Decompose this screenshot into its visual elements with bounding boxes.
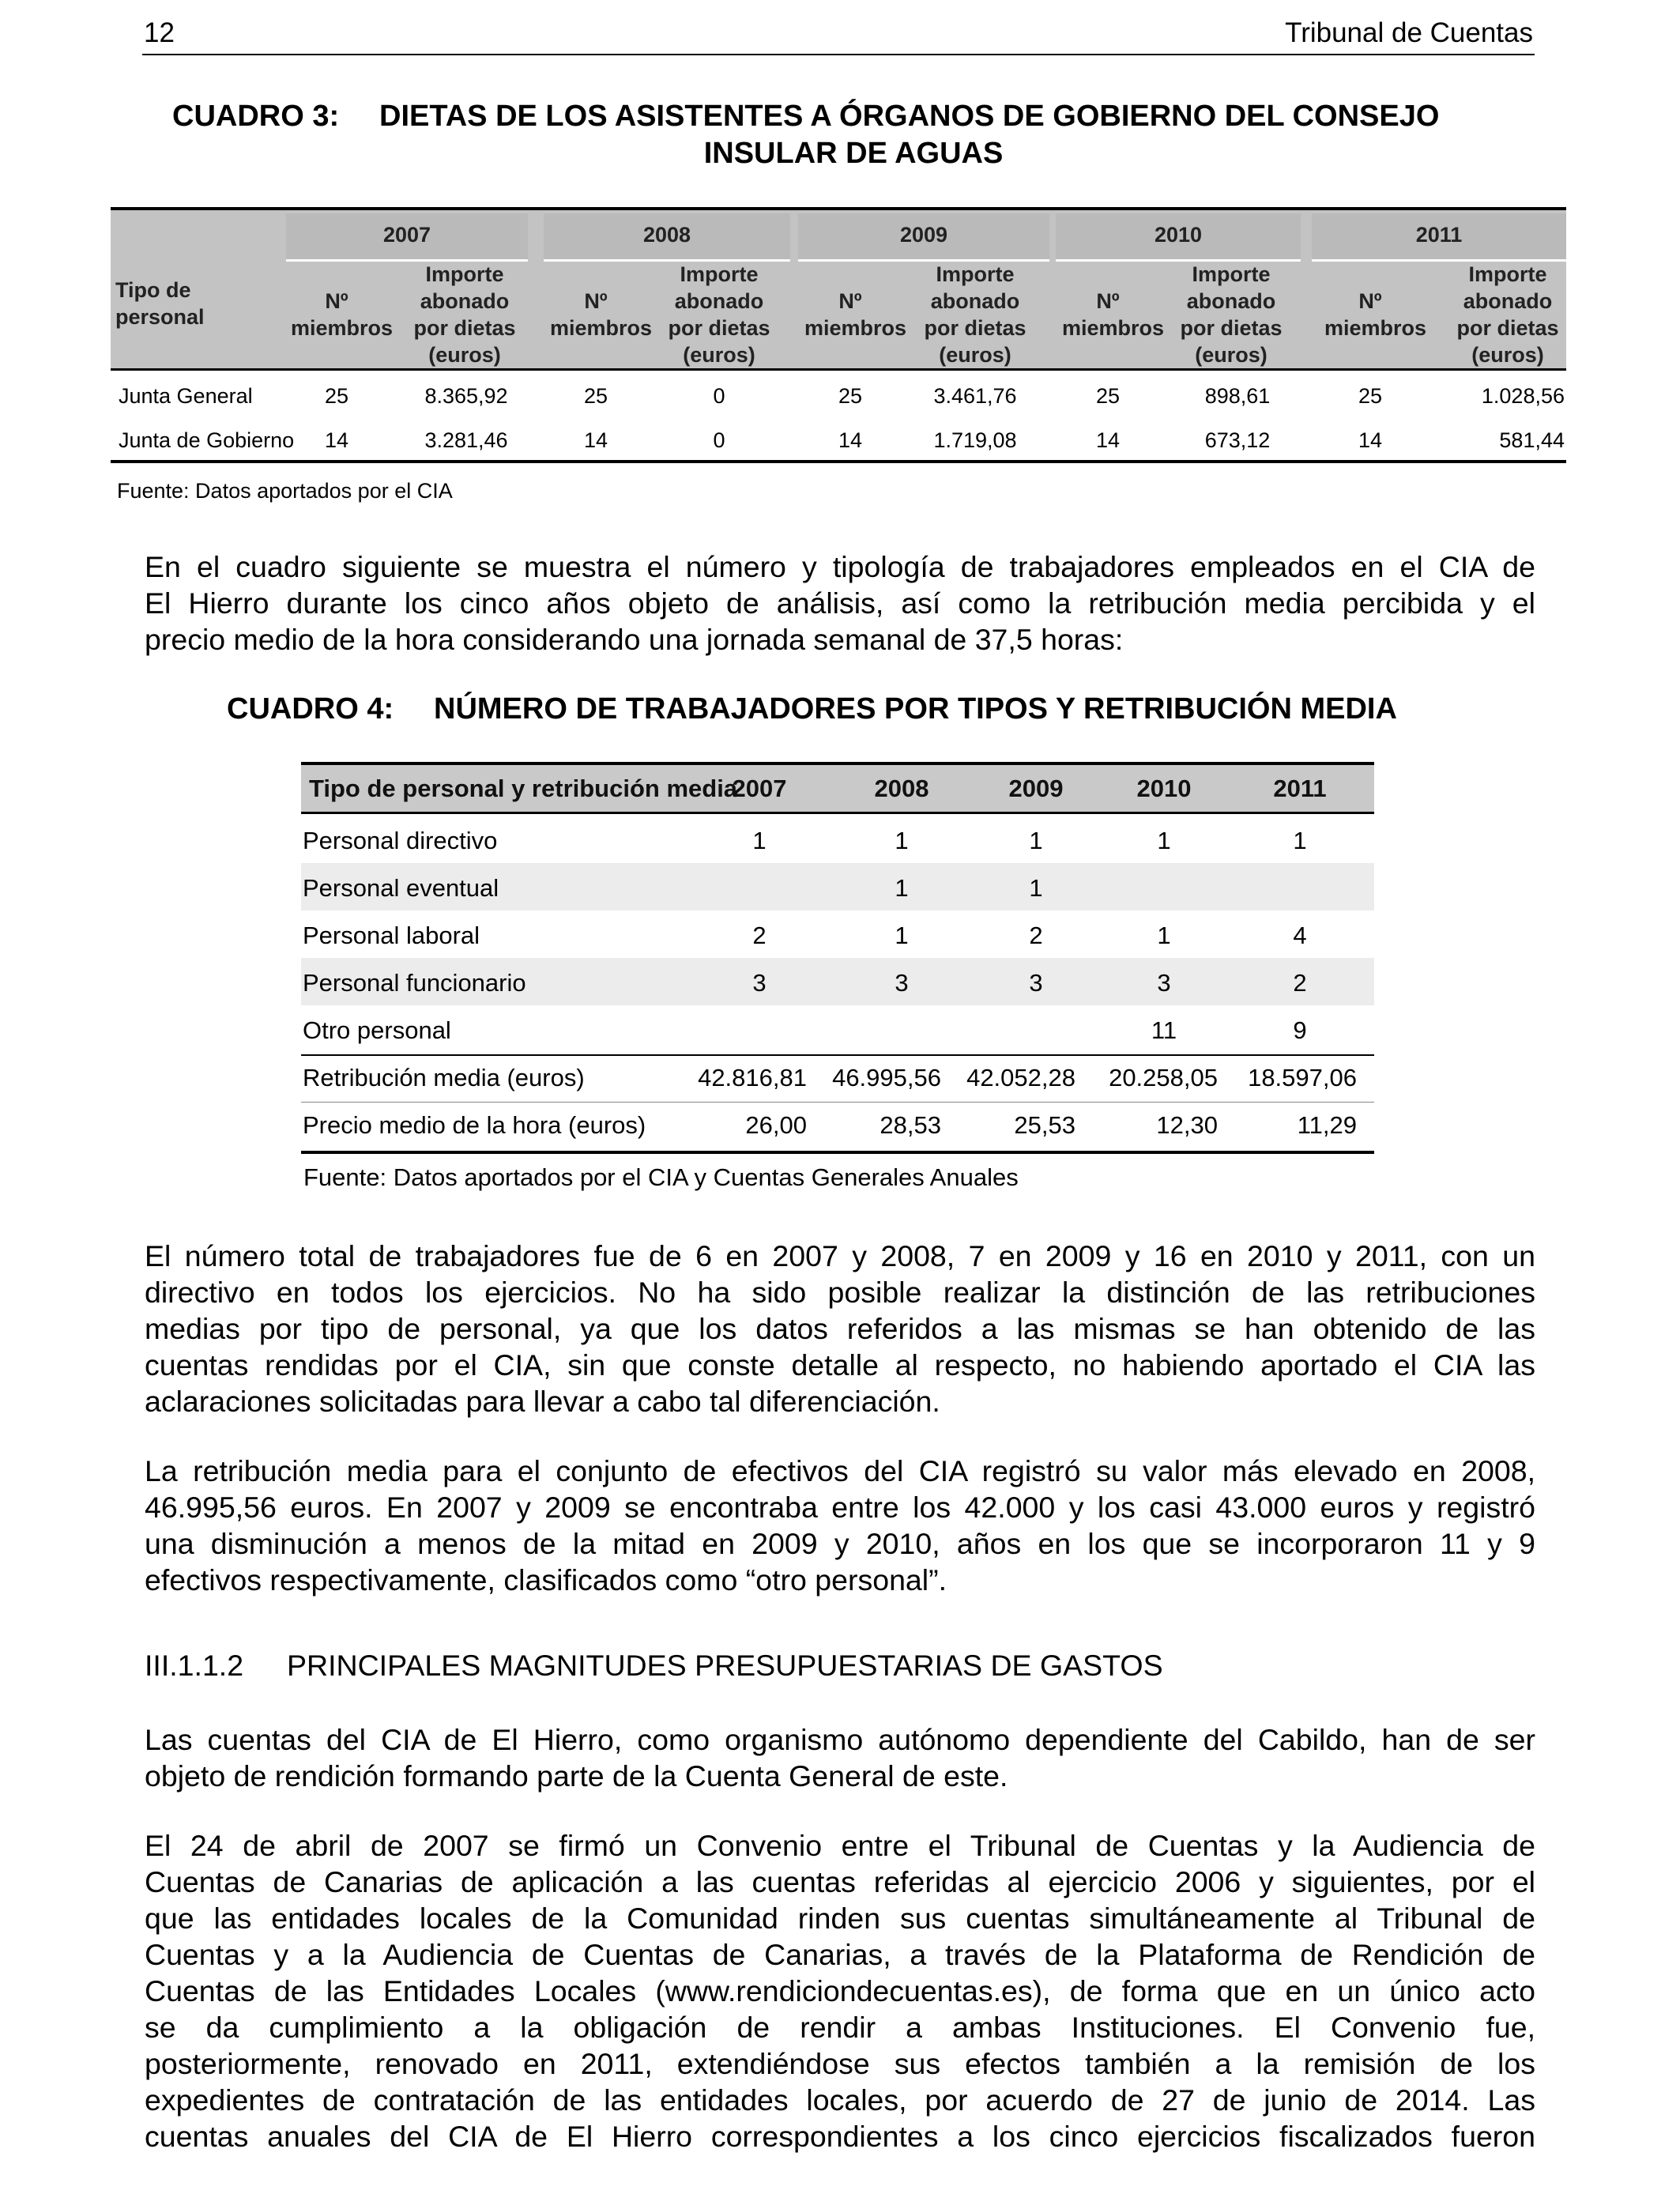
table4-title-text: NÚMERO DE TRABAJADORES POR TIPOS Y RETRIBUCIÓN MEDIA bbox=[434, 692, 1397, 726]
text-line: posteriormente, renovado en 2011, extendiéndose sus efectos también a la remisión de los bbox=[145, 2047, 1535, 2080]
page-header bbox=[142, 16, 1535, 55]
table3-title-line2: INSULAR DE AGUAS bbox=[703, 137, 1004, 170]
table3 bbox=[111, 207, 1566, 465]
table4-cell: 11 bbox=[1151, 1016, 1177, 1044]
table4-cell: 1 bbox=[895, 922, 909, 949]
table4-cell: 2 bbox=[752, 922, 767, 949]
paragraph-4 bbox=[145, 1721, 1535, 1794]
table3-year: 2008 bbox=[642, 223, 691, 247]
table3-col-members: Nº miembros bbox=[1324, 289, 1427, 340]
table4-row-label: Otro personal bbox=[303, 1016, 451, 1044]
text-line: se da cumplimiento a la obligación de rendir a ambas Instituciones. El Convenio fue, bbox=[145, 2011, 1535, 2044]
table4-header-cell: 2011 bbox=[1273, 775, 1327, 802]
table3-cell: 0 bbox=[713, 384, 725, 408]
table4-cell: 9 bbox=[1293, 1016, 1307, 1044]
text-line: El 24 de abril de 2007 se firmó un Convenio entre el Tribunal de Cuentas y la Audiencia de bbox=[145, 1829, 1535, 1862]
text-line: En el cuadro siguiente se muestra el número y tipología de trabajadores empleados en el CIA de bbox=[145, 550, 1535, 583]
text-line: Cuentas y a la Audiencia de Cuentas de Canarias, a través de la Plataforma de Rendición de bbox=[145, 1938, 1535, 1971]
text-line: Las cuentas del CIA de El Hierro, como organismo autónomo dependiente del Cabildo, han de ser bbox=[145, 1723, 1535, 1756]
text-line: efectivos respectivamente, clasificados como “otro personal”. bbox=[145, 1563, 947, 1596]
text-line: que las entidades locales de la Comunidad rinden sus cuentas simultáneamente al Tribunal de bbox=[145, 1902, 1535, 1935]
table4-label: CUADRO 4: bbox=[227, 692, 394, 726]
table3-title-line1: DIETAS DE LOS ASISTENTES A ÓRGANOS DE GOBIERNO DEL CONSEJO bbox=[379, 100, 1440, 133]
table4-cell: 11,29 bbox=[1297, 1111, 1357, 1139]
table3-year: 2011 bbox=[1415, 223, 1463, 247]
text-line: objeto de rendición formando parte de la Cuenta General de este. bbox=[145, 1759, 1008, 1793]
section-title: PRINCIPALES MAGNITUDES PRESUPUESTARIAS DE GASTOS bbox=[287, 1649, 1163, 1682]
text-line: 46.995,56 euros. En 2007 y 2009 se encontraba entre los 42.000 y los casi 43.000 euros y registró bbox=[145, 1491, 1535, 1524]
table4-cell: 1 bbox=[1157, 922, 1171, 949]
table4-cell: 26,00 bbox=[745, 1111, 807, 1139]
table4-cell: 3 bbox=[752, 969, 767, 997]
table3-col-amount: Importe abonado por dietas (euros) bbox=[1180, 262, 1283, 367]
table3-cell: 25 bbox=[838, 384, 863, 408]
table3-cell: 14 bbox=[324, 428, 349, 452]
table3-col-members: Nº miembros bbox=[291, 289, 394, 340]
text-line: cuentas anuales del CIA de El Hierro correspondientes a los cinco ejercicios fiscalizados fueron bbox=[145, 2120, 1535, 2153]
text-line: aclaraciones solicitadas para llevar a cabo tal diferenciación. bbox=[145, 1385, 940, 1418]
table4-cell: 46.995,56 bbox=[832, 1064, 941, 1091]
table4-row-label: Personal funcionario bbox=[303, 969, 526, 997]
table3-cell: 1.028,56 bbox=[1481, 384, 1565, 408]
table3-row-label: Junta de Gobierno bbox=[119, 428, 295, 452]
table3-col-amount: Importe abonado por dietas (euros) bbox=[668, 262, 770, 367]
table3-cell: 3.461,76 bbox=[933, 384, 1017, 408]
text-line: cuentas rendidas por el CIA, sin que conste detalle al respecto, no habiendo aportado el CIA las bbox=[145, 1348, 1535, 1382]
table3-cell: 581,44 bbox=[1499, 428, 1565, 452]
page-number: 12 bbox=[144, 17, 175, 48]
table3-col-amount: Importe abonado por dietas (euros) bbox=[1456, 262, 1559, 367]
table3-col-amount: Importe abonado por dietas (euros) bbox=[924, 262, 1026, 367]
text-line: una disminución a menos de la mitad en 2009 y 2010, años en los que se incorporaron 11 y 9 bbox=[145, 1527, 1535, 1560]
table4-row-label: Personal laboral bbox=[303, 922, 480, 949]
table3-cell: 14 bbox=[1358, 428, 1383, 452]
table4-row-label: Precio medio de la hora (euros) bbox=[303, 1111, 646, 1139]
table4-header-cell: Tipo de personal y retribución media bbox=[309, 775, 738, 802]
table4-header-cell: 2009 bbox=[1008, 775, 1064, 802]
table3-row-header: Tipo de personal bbox=[115, 278, 205, 329]
table3-col-amount: Importe abonado por dietas (euros) bbox=[413, 262, 516, 367]
table3-cell: 14 bbox=[583, 428, 608, 452]
table3-cell: 898,61 bbox=[1204, 384, 1271, 408]
table4-cell: 1 bbox=[895, 827, 909, 854]
table3-label: CUADRO 3: bbox=[172, 100, 340, 133]
table4-cell: 42.816,81 bbox=[698, 1064, 807, 1091]
table4-cell: 1 bbox=[1293, 827, 1307, 854]
text-line: expedientes de contratación de las entidades locales, por acuerdo de 27 de junio de 2014. Las bbox=[145, 2083, 1535, 2117]
table3-cell: 25 bbox=[1358, 384, 1383, 408]
table4-row-label: Personal directivo bbox=[303, 827, 498, 854]
table3-cell: 25 bbox=[324, 384, 349, 408]
text-line: El número total de trabajadores fue de 6 en 2007 y 2008, 7 en 2009 y 16 en 2010 y 2011, con un bbox=[145, 1239, 1535, 1272]
text-line: Cuentas de las Entidades Locales (www.rendiciondecuentas.es), de forma que en un único acto bbox=[145, 1974, 1535, 2007]
header-organization: Tribunal de Cuentas bbox=[1285, 17, 1533, 48]
table4-title bbox=[227, 691, 1531, 730]
paragraph-1 bbox=[145, 548, 1535, 658]
table3-cell: 1.719,08 bbox=[933, 428, 1017, 452]
paragraph-2 bbox=[145, 1238, 1535, 1419]
paragraph-3 bbox=[145, 1453, 1535, 1598]
table3-cell: 14 bbox=[838, 428, 863, 452]
text-line: medias por tipo de personal, ya que los datos referidos a las mismas se han obtenido de las bbox=[145, 1312, 1535, 1345]
table3-col-members: Nº miembros bbox=[550, 289, 653, 340]
table4-cell: 3 bbox=[1029, 969, 1043, 997]
table3-cell: 3.281,46 bbox=[424, 428, 508, 452]
table4-cell: 4 bbox=[1293, 922, 1307, 949]
table3-cell: 0 bbox=[713, 428, 725, 452]
table3-year: 2010 bbox=[1154, 223, 1203, 247]
table3-cell: 25 bbox=[583, 384, 608, 408]
table3-cell: 25 bbox=[1095, 384, 1121, 408]
table3-title bbox=[172, 98, 1531, 177]
table4-cell: 2 bbox=[1029, 922, 1043, 949]
text-line: Cuentas de Canarias de aplicación a las cuentas referidas al ejercicio 2006 y siguientes, por el bbox=[145, 1865, 1535, 1898]
table3-cell: 8.365,92 bbox=[424, 384, 508, 408]
section-number: III.1.1.2 bbox=[145, 1649, 244, 1682]
table4-cell: 1 bbox=[1029, 827, 1043, 854]
paragraph-5 bbox=[145, 1827, 1535, 2154]
text-line: directivo en todos los ejercicios. No ha sido posible realizar la distinción de las retribuciones bbox=[145, 1276, 1535, 1309]
table4-cell: 1 bbox=[1157, 827, 1171, 854]
table4-cell: 3 bbox=[895, 969, 909, 997]
text-line: El Hierro durante los cinco años objeto de análisis, así como la retribución media percibida y el bbox=[145, 586, 1535, 620]
table3-year: 2009 bbox=[899, 223, 948, 247]
table4-cell: 28,53 bbox=[880, 1111, 941, 1139]
text-line: La retribución media para el conjunto de efectivos del CIA registró su valor más elevado en 2008, bbox=[145, 1454, 1535, 1487]
table3-source: Fuente: Datos aportados por el CIA bbox=[117, 479, 453, 503]
table4-cell: 18.597,06 bbox=[1248, 1064, 1357, 1091]
table4-source: Fuente: Datos aportados por el CIA y Cuentas Generales Anuales bbox=[303, 1163, 1019, 1191]
table4-cell: 25,53 bbox=[1014, 1111, 1075, 1139]
table3-col-members: Nº miembros bbox=[1062, 289, 1165, 340]
table3-cell: 673,12 bbox=[1204, 428, 1271, 452]
table4-header-cell: 2008 bbox=[874, 775, 929, 802]
table4-row-label: Personal eventual bbox=[303, 874, 499, 902]
table3-row-label: Junta General bbox=[119, 384, 253, 408]
table4-cell: 42.052,28 bbox=[966, 1064, 1075, 1091]
table4-header-cell: 2007 bbox=[732, 775, 787, 802]
table4-cell: 1 bbox=[752, 827, 767, 854]
table4-cell: 20.258,05 bbox=[1109, 1064, 1218, 1091]
table3-col-members: Nº miembros bbox=[804, 289, 907, 340]
table4-cell: 12,30 bbox=[1156, 1111, 1218, 1139]
table4-cell: 3 bbox=[1157, 969, 1171, 997]
text-line: precio medio de la hora considerando una jornada semanal de 37,5 horas: bbox=[145, 623, 1124, 656]
table4 bbox=[301, 762, 1374, 1157]
table4-cell: 1 bbox=[895, 874, 909, 902]
table4-row-label: Retribución media (euros) bbox=[303, 1064, 585, 1091]
table4-header-cell: 2010 bbox=[1136, 775, 1192, 802]
table3-year: 2007 bbox=[382, 223, 431, 247]
table4-cell: 2 bbox=[1293, 969, 1307, 997]
table3-cell: 14 bbox=[1095, 428, 1121, 452]
table4-cell: 1 bbox=[1029, 874, 1043, 902]
